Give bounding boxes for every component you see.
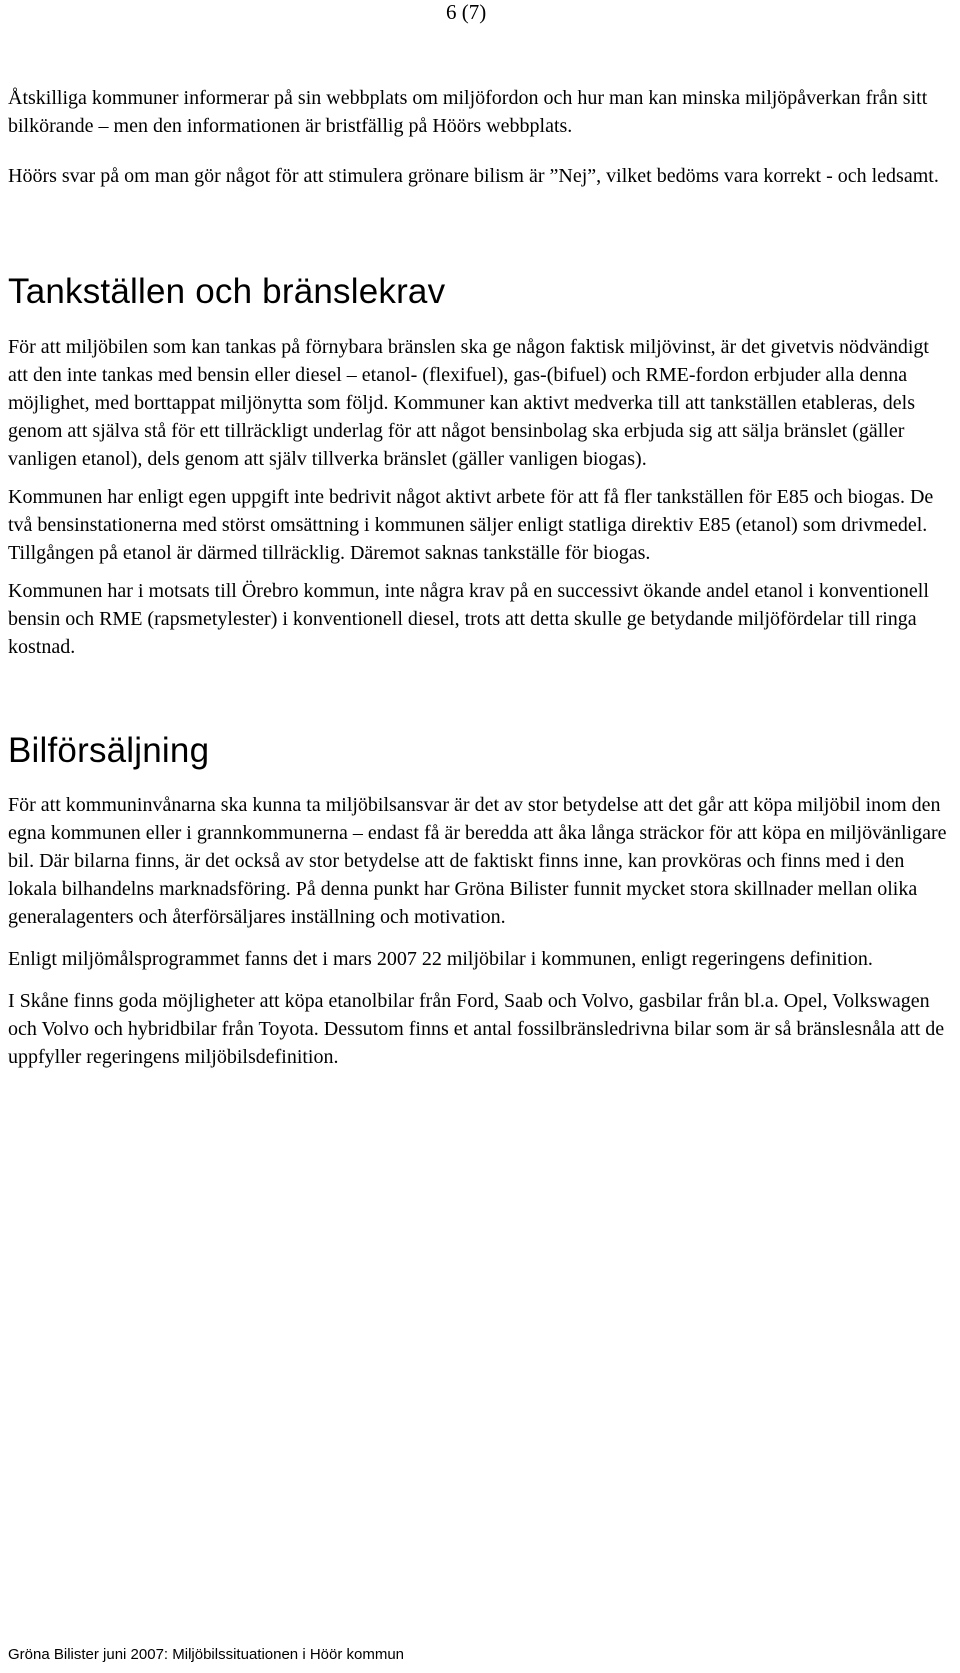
- page-footer: Gröna Bilister juni 2007: Miljöbilssituationen i Höör kommun: [8, 1646, 405, 1663]
- section-heading-sales: Bilförsäljning: [8, 731, 210, 770]
- sales-paragraph-2: Enligt miljömålsprogrammet fanns det i mars 2007 22 miljöbilar i kommunen, enligt regeringens definition.: [8, 948, 873, 970]
- section-heading-fuel: Tankställen och bränslekrav: [8, 272, 446, 311]
- document-body: [8, 84, 948, 1071]
- page-number: 6 (7): [446, 0, 487, 24]
- sales-paragraph-1: För att kommuninvånarna ska kunna ta miljöbilsansvar är det av stor betydelse att det går att köpa miljöbil inom den egna kommunen eller i grannkommunerna – endast få är beredda att åka långa sträckor för att köpa en miljövänligare bil. Där bilarna finns, är det också av stor betydelse att de faktiskt finns inne, kan provköras och finns med i den lokala bilhandelns marknadsföring. På denna punkt har Gröna Bilister funnit mycket stora skillnader mellan olika generalagenters och återförsäljares inställning och motivation.: [8, 794, 947, 928]
- fuel-paragraph-1: För att miljöbilen som kan tankas på förnybara bränslen ska ge någon faktisk miljövinst, är det givetvis nödvändigt att den inte tankas med bensin eller diesel – etanol- (flexifuel), gas-(bifuel) och RME-fordon erbjuder alla denna möjlighet, med borttappat miljönytta som följd. Kommuner kan aktivt medverka till att tankställen etableras, dels genom att själva stå för ett tillräckligt underlag för att något bensinbolag ska erbjuda sig att sälja bränslet (gäller vanligen etanol), dels genom att själv tillverka bränslet (gäller vanligen biogas).: [8, 336, 929, 470]
- fuel-paragraph-3: Kommunen har i motsats till Örebro kommun, inte några krav på en successivt ökande andel etanol i konventionell bensin och RME (rapsmetylester) i konventionell diesel, trots att detta skulle ge betydande miljöfördelar till ringa kostnad.: [8, 580, 929, 658]
- fuel-paragraph-2: Kommunen har enligt egen uppgift inte bedrivit något aktivt arbete för att få fler tankställen för E85 och biogas. De två bensinstationerna med störst omsättning i kommunen säljer enligt statliga direktiv E85 (etanol) som drivmedel. Tillgången på etanol är därmed tillräcklig. Däremot saknas tankställe för biogas.: [8, 486, 934, 564]
- intro-paragraph-2: Höörs svar på om man gör något för att stimulera grönare bilism är ”Nej”, vilket bedöms vara korrekt - och ledsamt.: [8, 165, 939, 187]
- sales-paragraph-3: I Skåne finns goda möjligheter att köpa etanolbilar från Ford, Saab och Volvo, gasbilar från bl.a. Opel, Volkswagen och Volvo och hybridbilar från Toyota. Dessutom finns et antal fossilbränsledrivna bilar som är så bränslesnåla att de uppfyller regeringens miljöbilsdefinition.: [8, 990, 945, 1068]
- intro-paragraph-1: Åtskilliga kommuner informerar på sin webbplats om miljöfordon och hur man kan minska miljöpåverkan från sitt bilkörande – men den informationen är bristfällig på Höörs webbplats.: [8, 87, 928, 137]
